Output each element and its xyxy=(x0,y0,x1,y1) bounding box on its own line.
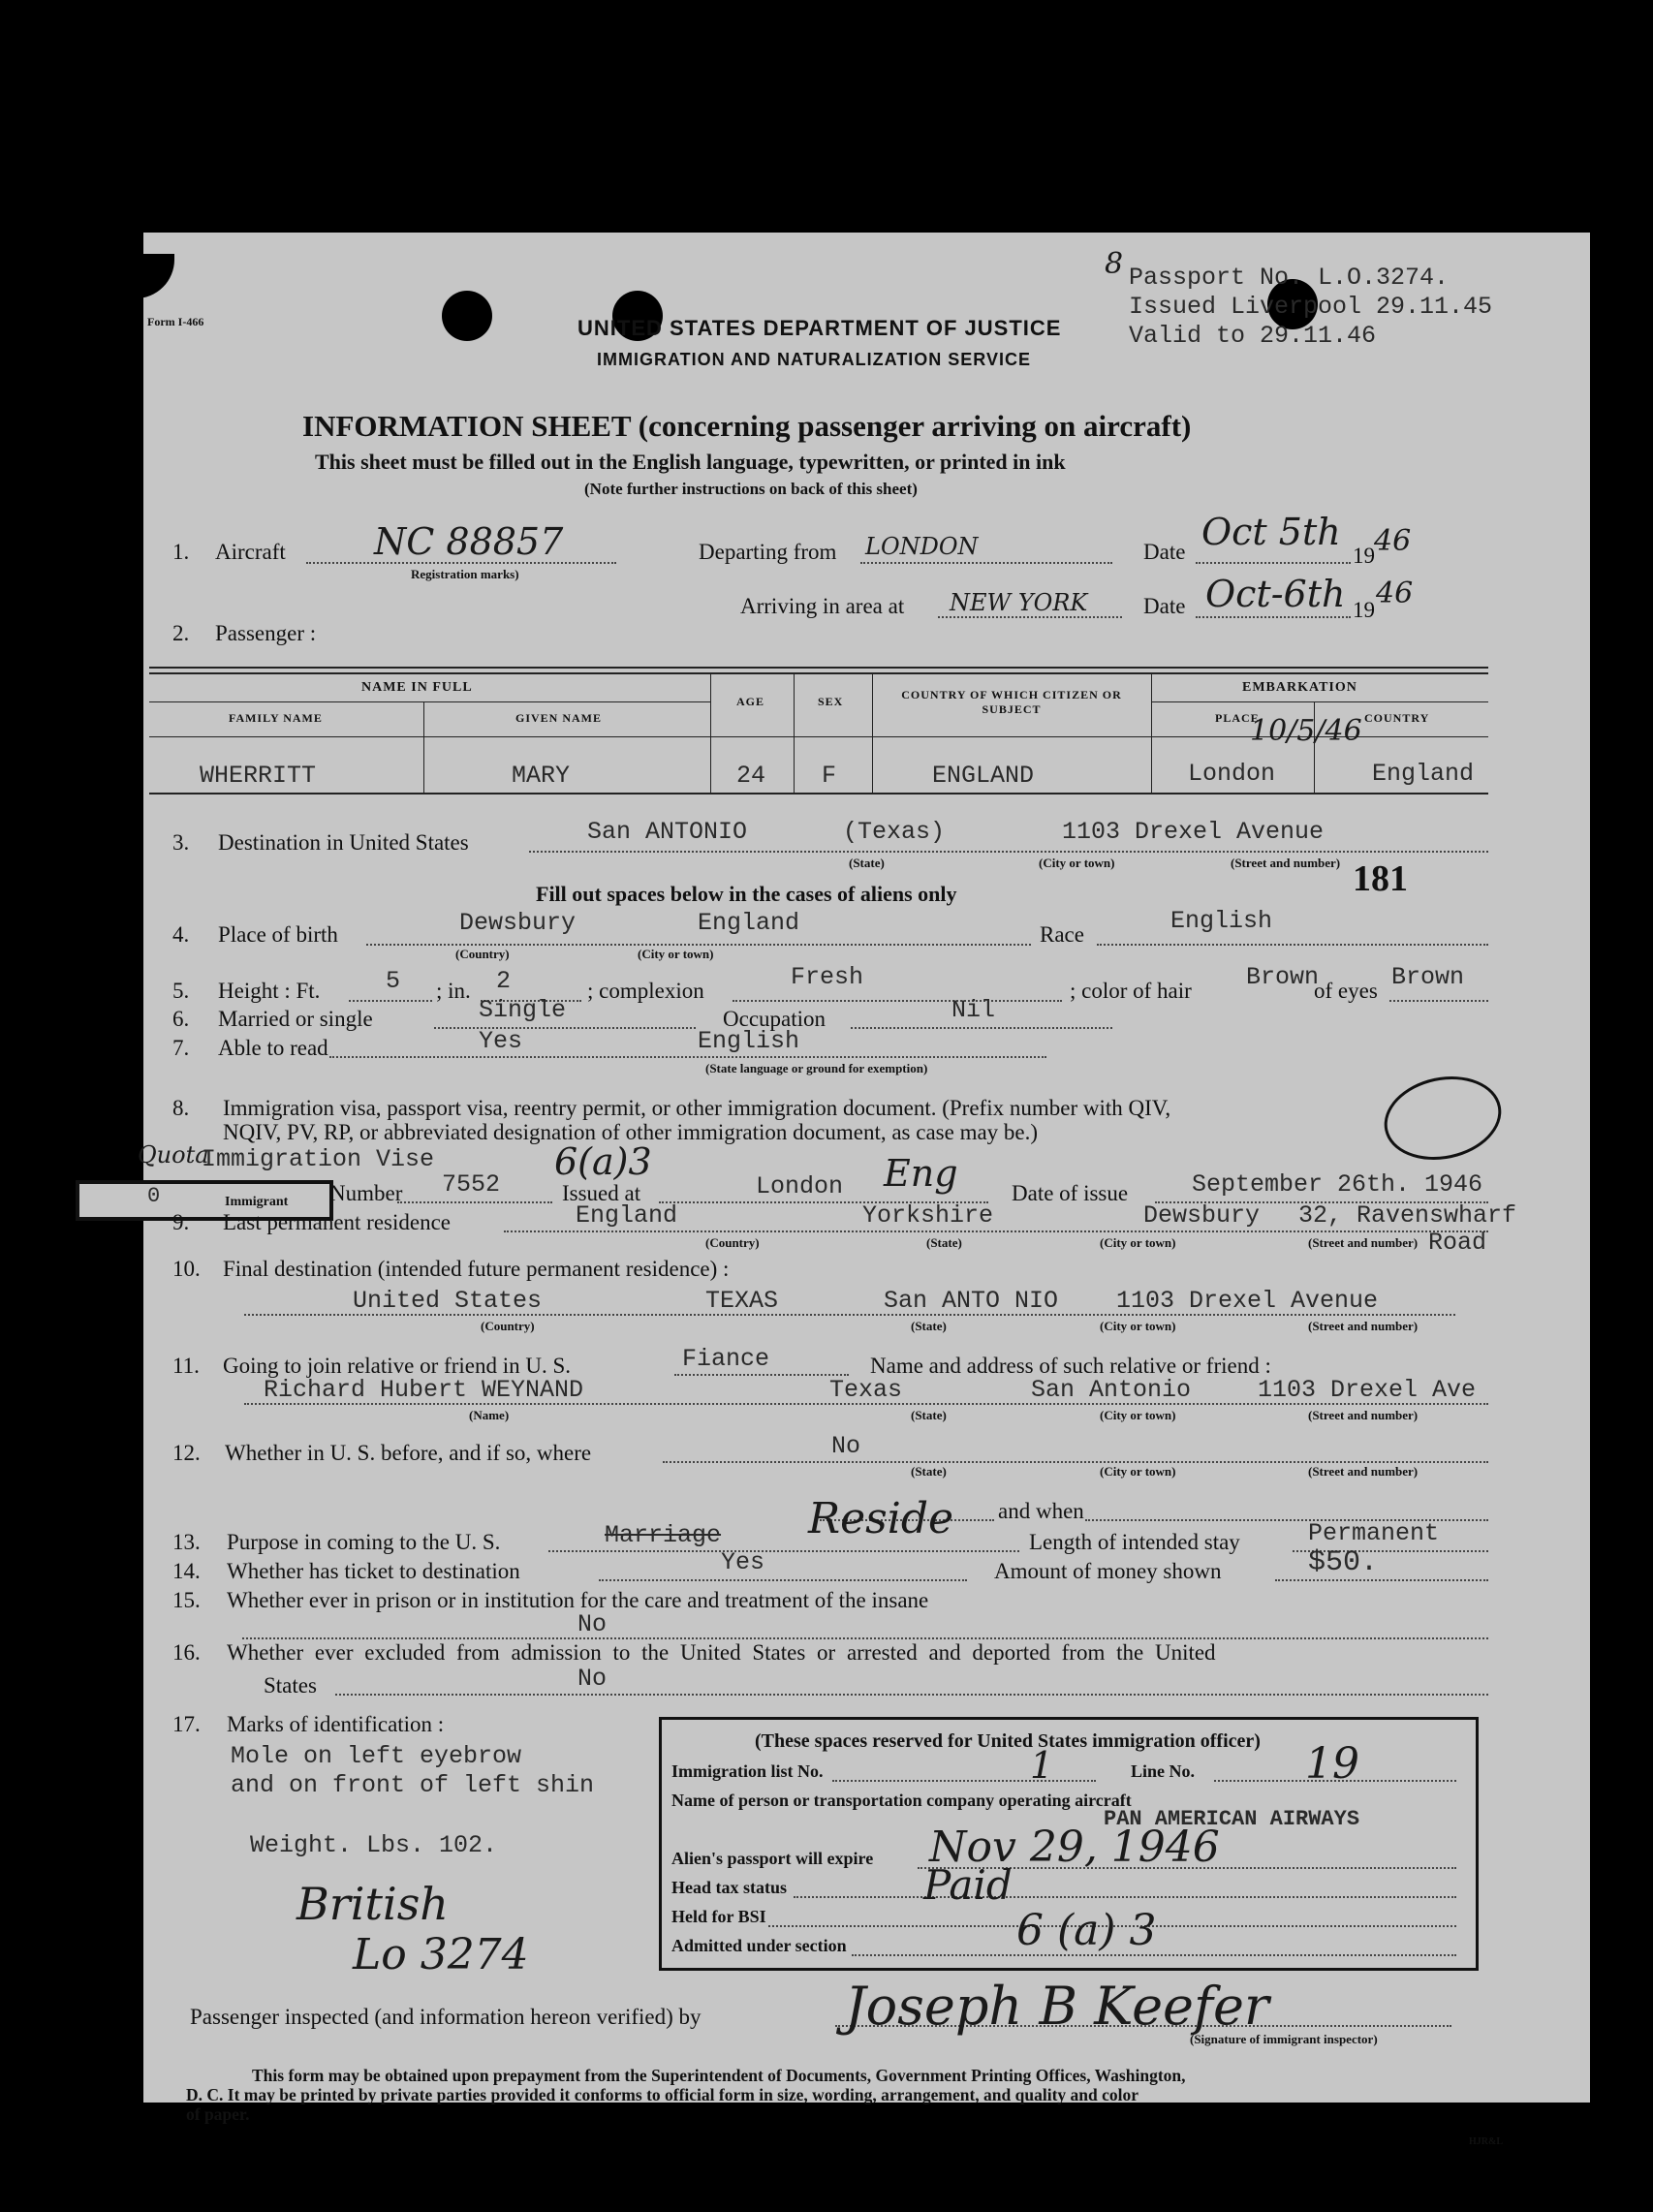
date-of-issue-label: Date of issue xyxy=(1012,1181,1129,1205)
excluded-label: Whether ever excluded from admission to the United States or arrested and deported from the United xyxy=(227,1640,1216,1665)
money-label: Amount of money shown xyxy=(994,1559,1222,1583)
ticket-label: Whether has ticket to destination xyxy=(227,1559,520,1583)
officer-box xyxy=(659,1717,1479,1971)
residence-sub-country: (Country) xyxy=(705,1235,760,1250)
item10-num: 10. xyxy=(172,1257,201,1281)
officer-expire-label: Alien's passport will expire xyxy=(671,1849,874,1868)
purpose-label: Purpose in coming to the U. S. xyxy=(227,1530,501,1554)
footer-code: HJR&L xyxy=(1469,2136,1503,2147)
eyes-label: of eyes xyxy=(1314,979,1378,1003)
marital-label: Married or single xyxy=(218,1007,373,1031)
number-label: Number xyxy=(329,1181,403,1205)
item12-num: 12. xyxy=(172,1441,201,1465)
marks-weight: Weight. Lbs. 102. xyxy=(250,1831,498,1859)
birth-label: Place of birth xyxy=(218,922,338,947)
officer-company-value: PAN AMERICAN AIRWAYS xyxy=(1104,1807,1360,1831)
page-title: INFORMATION SHEET (concerning passenger arriving on aircraft) xyxy=(302,409,1192,443)
quota-hand: Quota xyxy=(138,1141,209,1168)
item15-num: 15. xyxy=(172,1588,201,1612)
date-of-issue-value: September 26th. 1946 xyxy=(1192,1170,1483,1199)
form-number: Form I-466 xyxy=(147,315,204,328)
destination-sub-street: (Street and number) xyxy=(1231,856,1341,870)
marks-hand1: British xyxy=(296,1878,449,1930)
relative-name: Richard Hubert WEYNAND xyxy=(264,1376,584,1404)
final-dest-sub-country: (Country) xyxy=(481,1319,535,1333)
final-dest-sub-street: (Street and number) xyxy=(1308,1319,1419,1333)
item16-num: 16. xyxy=(172,1640,201,1665)
officer-tax-label: Head tax status xyxy=(671,1878,788,1897)
th-embarkation: EMBARKATION xyxy=(1242,680,1357,695)
relative-sub-name: (Name) xyxy=(469,1408,510,1422)
destination-sub-state: (State) xyxy=(849,856,885,870)
us-before-sub-state: (State) xyxy=(911,1464,947,1479)
date-label: Date xyxy=(1143,540,1186,564)
year2-prefix: 19 xyxy=(1353,598,1375,622)
destination-sub-city: (City or town) xyxy=(1039,856,1115,870)
excluded-label2: States xyxy=(264,1673,317,1698)
th-name-in-full: NAME IN FULL xyxy=(361,680,473,695)
item5-num: 5. xyxy=(172,979,190,1003)
passport-note-line3: Valid to 29.11.46 xyxy=(1129,322,1377,350)
residence-street2: Road xyxy=(1428,1229,1487,1257)
th-sex: SEX xyxy=(818,695,844,708)
prison-value: No xyxy=(577,1610,608,1638)
final-dest-state: TEXAS xyxy=(705,1287,779,1315)
footer-text3: of paper. xyxy=(186,2104,250,2124)
aircraft-value: NC 88857 xyxy=(374,520,564,563)
officer-expire-value: Nov 29, 1946 xyxy=(929,1823,1220,1872)
th-place: PLACE xyxy=(1215,711,1260,725)
residence-state: Yorkshire xyxy=(862,1201,994,1230)
item8-num: 8. xyxy=(172,1096,190,1120)
complexion-label: ; complexion xyxy=(587,979,704,1003)
final-dest-country: United States xyxy=(353,1287,543,1315)
residence-sub-city: (City or town) xyxy=(1100,1235,1176,1250)
item2-num: 2. xyxy=(172,621,190,645)
item7-num: 7. xyxy=(172,1036,190,1060)
item1-num: 1. xyxy=(172,540,190,564)
final-dest-sub-state: (State) xyxy=(911,1319,947,1333)
passport-note-line2: Issued Liverpool 29.11.45 xyxy=(1129,293,1493,321)
us-before-label: Whether in U. S. before, and if so, where xyxy=(225,1441,592,1465)
item11-num: 11. xyxy=(172,1354,200,1378)
read-sub: (State language or ground for exemption) xyxy=(705,1061,928,1075)
th-age: AGE xyxy=(736,695,765,708)
issued-value: London xyxy=(756,1172,844,1200)
officer-line-value: 19 xyxy=(1305,1739,1359,1789)
relative-label: Going to join relative or friend in U. S. xyxy=(223,1354,571,1378)
excluded-value: No xyxy=(577,1665,608,1693)
height-label: Height : Ft. xyxy=(218,979,321,1003)
read-label: Able to read xyxy=(218,1036,328,1060)
inspected-sub: (Signature of immigrant inspector) xyxy=(1190,2032,1378,2046)
marks-hand2: Lo 3274 xyxy=(353,1930,529,1979)
read-lang: English xyxy=(698,1027,800,1055)
cell-citizen: ENGLAND xyxy=(932,762,1035,790)
passport-note-line1: Passport No. L.O.3274. xyxy=(1129,264,1450,292)
th-country-citizen: COUNTRY OF WHICH CITIZEN OR SUBJECT xyxy=(901,688,1122,716)
final-dest-city: San ANTO NIO xyxy=(884,1287,1059,1315)
complexion-value: Fresh xyxy=(791,963,864,991)
hair-label: ; color of hair xyxy=(1070,979,1192,1003)
footer-text1: This form may be obtained upon prepayment from the Superintendent of Documents, Government Printing Offices, Washington, xyxy=(252,2066,1186,2085)
height-in: 2 xyxy=(496,967,512,995)
occupation-label: Occupation xyxy=(723,1007,826,1031)
race-value: English xyxy=(1170,907,1273,935)
residence-city: Dewsbury xyxy=(1143,1201,1261,1230)
destination-stamp: 181 xyxy=(1353,858,1408,899)
us-before-sub-city: (City or town) xyxy=(1100,1464,1176,1479)
service-title: IMMIGRATION AND NATURALIZATION SERVICE xyxy=(597,350,1031,369)
date-value: Oct 5th xyxy=(1201,511,1341,553)
residence-street: 32, Ravenswharf xyxy=(1298,1201,1517,1230)
item13-num: 13. xyxy=(172,1530,201,1554)
relative-sub-street: (Street and number) xyxy=(1308,1408,1419,1422)
stay-label: Length of intended stay xyxy=(1029,1530,1240,1554)
passenger-label: Passenger : xyxy=(215,621,317,645)
item8-text1: Immigration visa, passport visa, reentry permit, or other immigration document. (Prefix number with QIV, xyxy=(223,1096,1171,1120)
officer-line-label: Line No. xyxy=(1131,1761,1196,1781)
item6-num: 6. xyxy=(172,1007,190,1031)
cell-place: London xyxy=(1188,760,1276,788)
destination-state: San ANTONIO xyxy=(587,818,748,846)
item14-num: 14. xyxy=(172,1559,201,1583)
height-in-label: ; in. xyxy=(436,979,471,1003)
birth-sub-city: (City or town) xyxy=(638,947,714,961)
destination-label: Destination in United States xyxy=(218,830,469,855)
immigrant-box-label: Immigrant xyxy=(225,1195,289,1209)
us-before-sub-street: (Street and number) xyxy=(1308,1464,1419,1479)
residence-country: England xyxy=(576,1201,678,1230)
ticket-value: Yes xyxy=(721,1548,765,1576)
money-value: $50. xyxy=(1308,1546,1379,1579)
marks-line1: Mole on left eyebrow xyxy=(231,1742,522,1770)
cell-hand-date: 10/5/46 xyxy=(1250,714,1362,748)
officer-admitted-value: 6 (a) 3 xyxy=(1016,1906,1157,1955)
item8-text2: NQIV, PV, RP, or abbreviated designation of other immigration document, as case may be.) xyxy=(223,1120,1039,1144)
read-value: Yes xyxy=(479,1027,523,1055)
final-dest-street: 1103 Drexel Avenue xyxy=(1116,1287,1379,1315)
aliens-only-heading: Fill out spaces below in the cases of aliens only xyxy=(536,882,957,906)
year-prefix: 19 xyxy=(1353,544,1375,568)
passport-handmark: 8 xyxy=(1105,247,1124,281)
marks-line2: and on front of left shin xyxy=(231,1771,595,1799)
destination-city: (Texas) xyxy=(843,818,946,846)
officer-title: (These spaces reserved for United States immigration officer) xyxy=(755,1730,1261,1752)
cell-sex: F xyxy=(822,762,837,790)
relative-label2: Name and address of such relative or friend : xyxy=(870,1354,1271,1378)
destination-street: 1103 Drexel Avenue xyxy=(1062,818,1325,846)
purpose-hand: Reside xyxy=(808,1494,954,1543)
relative-state: Texas xyxy=(829,1376,903,1404)
birth-city: England xyxy=(698,909,800,937)
residence-label: Last permanent residence xyxy=(223,1210,451,1234)
officer-admitted-label: Admitted under section xyxy=(671,1936,847,1955)
year2-value: 46 xyxy=(1376,576,1414,610)
immigrant-box-text: 0 xyxy=(147,1184,161,1208)
document-hand-num: 6(a)3 xyxy=(554,1140,652,1183)
document-number: 7552 xyxy=(442,1170,501,1199)
marital-value: Single xyxy=(479,996,567,1024)
item9-num: 9. xyxy=(172,1210,190,1234)
arrive-value: NEW YORK xyxy=(950,589,1088,616)
relative-city: San Antonio xyxy=(1031,1376,1192,1404)
year-value: 46 xyxy=(1374,524,1412,558)
us-before-when: and when xyxy=(998,1499,1084,1523)
punch-hole-left xyxy=(442,291,492,341)
page-subtitle: This sheet must be filled out in the English language, typewritten, or printed in ink xyxy=(315,450,1066,474)
eyes-value: Brown xyxy=(1391,963,1465,991)
relative-sub-city: (City or town) xyxy=(1100,1408,1176,1422)
prison-label: Whether ever in prison or in institution for the care and treatment of the insane xyxy=(227,1588,929,1612)
depart-label: Departing from xyxy=(699,540,837,564)
th-given-name: GIVEN NAME xyxy=(515,711,603,725)
inspected-label: Passenger inspected (and information hereon verified) by xyxy=(190,2005,702,2029)
race-label: Race xyxy=(1040,922,1084,947)
hair-value: Brown xyxy=(1246,963,1320,991)
footer-text2: D. C. It may be printed by private parties provided it conforms to official form in size, wording, arrangement, and quality and color xyxy=(186,2085,1139,2104)
relative-sub-state: (State) xyxy=(911,1408,947,1422)
officer-tax-value: Paid xyxy=(923,1861,1013,1909)
birth-country: Dewsbury xyxy=(459,909,577,937)
issued-hand-eng: Eng xyxy=(884,1152,958,1195)
stay-value: Permanent xyxy=(1308,1519,1440,1547)
birth-sub-country: (Country) xyxy=(455,947,510,961)
issued-label: Issued at xyxy=(562,1181,641,1205)
cell-family: WHERRITT xyxy=(200,762,317,790)
depart-value: LONDON xyxy=(865,533,979,560)
us-before-value: No xyxy=(831,1432,861,1460)
residence-sub-state: (State) xyxy=(926,1235,962,1250)
item17-num: 17. xyxy=(172,1712,201,1736)
item4-num: 4. xyxy=(172,922,190,947)
occupation-value: Nil xyxy=(951,996,996,1024)
final-dest-label: Final destination (intended future permanent residence) : xyxy=(223,1257,730,1281)
item3-num: 3. xyxy=(172,830,190,855)
th-country: COUNTRY xyxy=(1364,711,1430,725)
page-note: (Note further instructions on back of this sheet) xyxy=(584,480,918,498)
arrive-label: Arriving in area at xyxy=(740,594,905,618)
officer-list-label: Immigration list No. xyxy=(671,1761,824,1781)
final-dest-sub-city: (City or town) xyxy=(1100,1319,1176,1333)
relative-street: 1103 Drexel Ave xyxy=(1258,1376,1477,1404)
th-family-name: FAMILY NAME xyxy=(229,711,323,725)
height-ft: 5 xyxy=(386,967,401,995)
relative-value: Fiance xyxy=(682,1345,770,1373)
inspector-signature: Joseph B Keefer xyxy=(845,1976,1269,2037)
residence-sub-street: (Street and number) xyxy=(1308,1235,1419,1250)
date2-label: Date xyxy=(1143,594,1186,618)
purpose-struck: Marriage xyxy=(605,1521,722,1549)
marks-label: Marks of identification : xyxy=(227,1712,445,1736)
officer-bsi-label: Held for BSI xyxy=(671,1907,766,1926)
aircraft-sub: Registration marks) xyxy=(411,567,519,581)
cell-country: England xyxy=(1372,760,1475,788)
officer-company-label: Name of person or transportation company operating aircraft xyxy=(671,1791,1132,1810)
dept-title: UNITED STATES DEPARTMENT OF JUSTICE xyxy=(577,316,1062,340)
cell-given: MARY xyxy=(512,762,571,790)
aircraft-label: Aircraft xyxy=(215,540,286,564)
officer-list-value: 1 xyxy=(1030,1744,1054,1787)
date2-value: Oct-6th xyxy=(1205,573,1346,615)
document-typed: Immigration Vise xyxy=(202,1145,435,1173)
cell-age: 24 xyxy=(736,762,766,790)
